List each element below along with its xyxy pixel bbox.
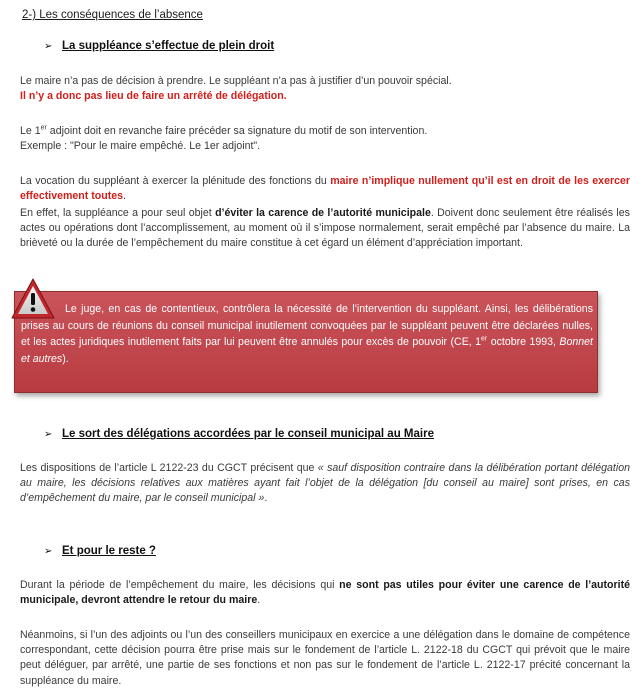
en-effet-text-1: En effet, la suppléance a pour seul objet <box>20 207 216 219</box>
warning-triangle-icon <box>10 277 56 321</box>
paragraph-no-decision <box>20 74 630 104</box>
warning-italic: Bonnet et autres <box>21 336 593 365</box>
paragraph-neanmoins: Néanmoins, si l’un des adjoints ou l’un des conseillers municipaux en exercice a une délégation dans le domaine de compétence correspondant, cette décision pourra être prise mais sur le fondement de l’article L. 2122-18 du CGCT qui prévoit que le maire peut déléguer, par arrêté, une partie de ses fonctions et non pas sur le fondement de l’article L. 2122-17 précité concernant la suppléance du maire. <box>20 629 630 687</box>
warning-box <box>14 291 598 393</box>
vocation-text-1: La vocation du suppléant à exercer la plénitude des fonctions du <box>20 175 331 187</box>
bullet-arrow-icon: ➢ <box>44 41 53 52</box>
paragraph-vocation <box>20 174 630 204</box>
paragraph-en-effet <box>20 206 630 252</box>
en-effet-bold: d’éviter la carence de l’autorité municipale <box>215 207 431 219</box>
paragraph-first-adjoint <box>20 124 630 154</box>
subheading-delegations <box>44 428 434 440</box>
subheading-reste-text: Et pour le reste ? <box>62 545 156 557</box>
first-adjoint-post: adjoint doit en revanche faire précéder sa signature du motif de son intervention. <box>46 125 428 137</box>
vocation-red-text: maire n’implique nullement qu’il est en droit de les exercer effectivement toutes <box>20 175 630 203</box>
paragraph-durant <box>20 578 630 608</box>
paragraph-dispositions <box>20 461 630 507</box>
dispositions-quote: « sauf disposition contraire dans la délibération portant délégation au maire, les décisions relatives aux matières ayant fait l’objet de la délégation [du conseil au maire] sont prises, en cas d’empêchement du maire, par le conseil municipal » <box>20 462 630 505</box>
durant-bold: ne sont pas utiles pour éviter une carence de l’autorité municipale, devront attendre le retour du maire <box>20 579 630 607</box>
warning-sup: er <box>481 335 488 343</box>
subheading-suppleance-text: La suppléance s’effectue de plein droit <box>62 40 275 52</box>
bullet-arrow-icon: ➢ <box>44 429 53 440</box>
durant-text-1: Durant la période de l’empêchement du maire, les décisions qui <box>20 579 340 591</box>
subheading-delegations-text: Le sort des délégations accordées par le conseil municipal au Maire <box>62 428 434 440</box>
vocation-text-2: . <box>123 190 126 203</box>
dispositions-text-1: Les dispositions de l’article L 2122-23 du CGCT précisent que <box>20 462 318 474</box>
warning-text-after: ). <box>62 352 69 365</box>
subheading-reste <box>44 545 156 557</box>
paragraph-no-decision-red: Il n’y a donc pas lieu de faire un arrêté de délégation. <box>20 90 287 103</box>
subheading-suppleance <box>44 40 274 52</box>
dispositions-text-2: . <box>264 492 268 505</box>
paragraph-example: Exemple : "Pour le maire empêché. Le 1er adjoint". <box>20 140 261 153</box>
first-adjoint-pre: Le 1 <box>20 125 41 137</box>
durant-text-2: . <box>257 594 261 607</box>
paragraph-first-adjoint-line1 <box>20 124 630 139</box>
first-adjoint-sup: er <box>40 124 47 132</box>
en-effet-text-2: . Doivent donc seulement être réalisés les actes ou opérations dont l’accomplissement, au moment où il s’impose normalement, serait empêché par l’absence du maire. La brièveté ou la durée de l’empêchement du maire constitue à cet égard un élément d’appréciation important. <box>20 207 630 250</box>
bullet-arrow-icon: ➢ <box>44 546 53 557</box>
paragraph-no-decision-line1: Le maire n’a pas de décision à prendre. Le suppléant n’a pas à justifier d’un pouvoir spécial. <box>20 75 452 87</box>
warning-text-mid: octobre 1993, <box>487 336 560 348</box>
section-title: 2-) Les conséquences de l’absence <box>22 9 203 21</box>
warning-text-before: Le juge, en cas de contentieux, contrôlera la nécessité de l’intervention du suppléant. Ainsi, les délibérations prises au cours de réunions du conseil municipal inutilement convoquées par le suppléant peuvent être déclarées nulles, et les actes juridiques inutilement faits par lui peuvent être annulés pour excès de pouvoir (CE, 1 <box>21 303 593 348</box>
warning-text <box>21 301 593 367</box>
